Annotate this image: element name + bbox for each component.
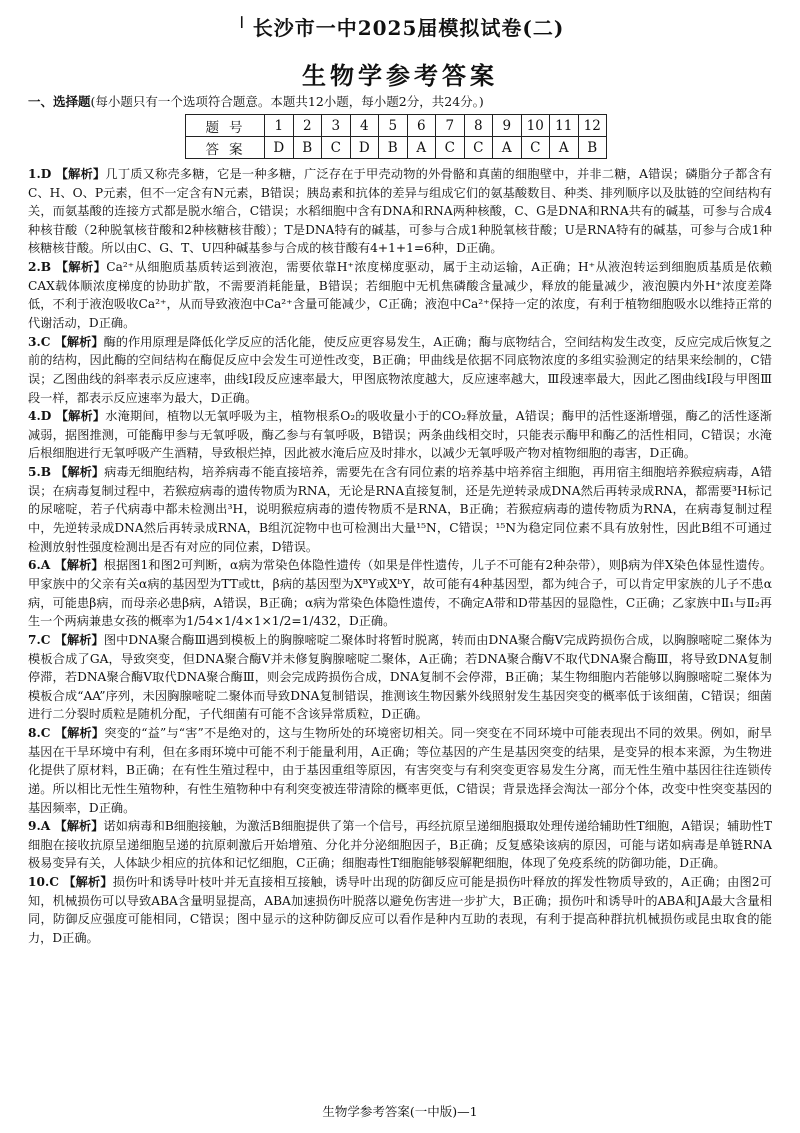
answer-table-answer-row (186, 137, 607, 159)
explanation-item (28, 407, 772, 463)
question-number-cell: 1 (265, 115, 294, 137)
explanation-text: 突变的“益”与“害”不是绝对的，这与生物所处的环境密切相关。同一突变在不同环境中可能表现出不同的效果。例如，耐旱基因在干旱环境中有利，但在多雨环境中可能不利于能量利用，A正确；等位基因的产生是基因突变的结果，是变异的根本来源，为生物进化提供了原材料，B正确；在有性生殖过程中，由于基因重组等原因，有害突变与有利突变更容易发生分离，而无性生殖中基因往往连锁传递。所以相比无性生殖物种，有性生殖物种中有利突变被连带清除的概率更低，C错误；背景选择会淘汰一部分个体，改变中性突变基因的基因频率，D正确。 (28, 726, 773, 815)
question-number-cell: 4 (350, 115, 379, 137)
answer-cell: C (464, 137, 493, 159)
question-number-cell: 8 (464, 115, 493, 137)
answer-cell: B (293, 137, 322, 159)
explanation-text: 图中DNA聚合酶Ⅲ遇到模板上的胸腺嘧啶二聚体时将暂时脱离，转而由DNA聚合酶Ⅴ完成跨损伤合成，以胸腺嘧啶二聚体为模板合成了GA，导致突变，但DNA聚合酶Ⅴ并未修复胸腺嘧啶二聚体，A正确；若DNA聚合酶Ⅴ不取代DNA聚合酶Ⅲ，将导致DNA复制停滞，若DNA聚合酶Ⅴ取代DNA聚合酶Ⅲ，则会完成跨损伤合成，DNA复制不会停滞，B正确；某生物细胞内若能够以胸腺嘧啶二聚体为模板合成“AA”序列，未因胸腺嘧啶二聚体而导致DNA复制错误，推测该生物因紫外线照射发生基因突变的概率低于该细菌，C错误；细菌进行二分裂时质粒是随机分配，子代细菌有可能不含该异常质粒，D正确。 (28, 632, 772, 722)
answer-cell: D (350, 137, 379, 159)
section-note: (每小题只有一个选项符合题意。本题共12小题，每小题2分，共24分。) (90, 94, 484, 109)
explanation-text: 几丁质又称壳多糖，它是一种多糖，广泛存在于甲壳动物的外骨骼和真菌的细胞壁中，并非二糖，A错误；磷脂分子都含有C、H、O、P元素，但不一定含有N元素，B错误；胰岛素和抗体的差异与组成它们的氨基酸数目、种类、排列顺序以及肽链的空间结构有关，而氨基酸的连接方式都是脱水缩合，C错误；水稻细胞中含有DNA和RNA两种核酸，C、G是DNA和RNA共有的碱基，可参与合成4种核苷酸（2种脱氧核苷酸和2种核糖核苷酸）；T是DNA特有的碱基，可参与合成1种脱氧核苷酸；U是RNA特有的碱基，可参与合成1种核糖核苷酸。所以由C、G、T、U四种碱基参与合成的核苷酸有4+1+1=6种，D正确。 (28, 167, 772, 256)
exam-header (0, 12, 800, 41)
answer-cell: C (322, 137, 351, 159)
section-heading (28, 92, 772, 110)
answer-table-number-row (186, 115, 607, 137)
answer-table (185, 114, 607, 159)
answer-cell: D (265, 137, 294, 159)
answer-row-label: 答案 (186, 137, 265, 159)
explanation-item (28, 817, 772, 873)
page-footer: 生物学参考答案(一中版)—1 (322, 1104, 478, 1119)
explanation-heading: 1.D 【解析】 (28, 167, 106, 181)
answer-cell: B (379, 137, 408, 159)
answer-cell: C (436, 137, 465, 159)
question-number-cell: 11 (550, 115, 579, 137)
question-number-cell: 3 (322, 115, 351, 137)
explanation-heading: 8.C 【解析】 (28, 726, 105, 741)
explanation-heading: 6.A 【解析】 (28, 558, 104, 573)
explanation-item (28, 165, 772, 258)
question-number-cell: 12 (578, 115, 607, 137)
explanation-item (28, 556, 772, 630)
answer-cell: C (521, 137, 550, 159)
explanation-heading: 5.B 【解析】 (28, 465, 105, 480)
explanation-heading: 2.B 【解析】 (28, 260, 107, 275)
question-number-cell: 9 (493, 115, 522, 137)
explanation-text: 诺如病毒和B细胞接触，为激活B细胞提供了第一个信号，再经抗原呈递细胞摄取处理传递给辅助性T细胞，A错误；辅助性T细胞在接收抗原呈递细胞呈递的抗原刺激后开始增殖、分化并分泌细胞因子，B正确；反复感染该病的原因，可能与诺如病毒是单链RNA极易变异有关，人体缺少相应的抗体和记忆细胞，C正确；细胞毒性T细胞能够裂解靶细胞，体现了免疫系统的防御功能，D正确。 (28, 819, 772, 871)
explanation-heading: 3.C 【解析】 (28, 334, 104, 349)
question-number-cell: 10 (521, 115, 550, 137)
explanation-text: 酶的作用原理是降低化学反应的活化能，使反应更容易发生，A正确；酶与底物结合，空间结构发生改变，反应完成后恢复之前的结构，因此酶的空间结构在酶促反应中会发生可逆性改变，B正确；甲曲线是依据不同底物浓度的多组实验测定的结果来绘制的，C错误；乙图曲线的斜率表示反应速率，曲线Ⅰ段反应速率最大，甲图底物浓度越大，反应速率越大，Ⅲ段速率最大，因此乙图曲线Ⅰ段与甲图Ⅲ段一样，都表示反应速率为最大，D正确。 (28, 334, 772, 405)
header-mark: ╵ (235, 16, 249, 40)
exam-title: 长沙市一中2025届模拟试卷(二) (252, 16, 565, 40)
explanation-text: 根据图1和图2可判断，α病为常染色体隐性遗传（如果是伴性遗传，儿子不可能有2种杂带），则β病为伴X染色体显性遗传。甲家族中的父亲有关α病的基因型为TT或tt，β病的基因型为XᴮY或XᵇY，故可能有4种基因型，都为纯合子，可以肯定甲家族的儿子不患α病，可能患β病，而母亲必患β病，A错误，B正确；α病为常染色体隐性遗传，不确定A带和D带基因的显隐性，C正确；乙家族中Ⅱ₁与Ⅱ₂再生一个两病兼患女孩的概率为1/54×1/4×1×1/2=1/432，D正确。 (28, 558, 772, 629)
answer-cell: A (493, 137, 522, 159)
number-row-label: 题号 (186, 115, 265, 137)
explanation-item (28, 873, 772, 947)
explanation-heading: 4.D 【解析】 (28, 409, 106, 424)
explanation-item (28, 631, 772, 724)
question-number-cell: 5 (379, 115, 408, 137)
answer-cell: A (550, 137, 579, 159)
explanation-item (28, 463, 772, 556)
answer-cell: B (578, 137, 607, 159)
explanation-text: 损伤叶和诱导叶枝叶并无直接相互接触，诱导叶出现的防御反应可能是损伤叶释放的挥发性物质导致的，A正确；由图2可知，机械损伤可以导致ABA含量明显提高，ABA加速损伤叶脱落以避免伤害进一步扩大，B正确；损伤叶和诱导叶的ABA和JA最大含量相同，防御反应强度可能相同，C错误；图中显示的这种防御反应可以看作是种内互助的表现，有利于提高种群抗机械损伤或昆虫取食的能力，D正确。 (28, 875, 772, 946)
question-number-cell: 7 (436, 115, 465, 137)
explanation-text: 病毒无细胞结构，培养病毒不能直接培养，需要先在含有同位素的培养基中培养宿主细胞，再用宿主细胞培养猴痘病毒，A错误；在病毒复制过程中，若猴痘病毒的遗传物质为RNA，无论是RNA直接复制，还是先逆转录成DNA然后再转录成RNA，都需要³H标记的尿嘧啶，若子代病毒中都未检测出³H，说明猴痘病毒的遗传物质不是RNA，B正确；若猴痘病毒的遗传物质为RNA，在病毒复制过程中，先逆转录成DNA然后再转录成RNA，B组沉淀物中也可检测出大量¹⁵N，C错误；¹⁵N为稳定同位素不具有放射性，因此B组不可通过检测放射性强度检测出是否有对应的同位素，D错误。 (28, 465, 772, 554)
question-number-cell: 6 (407, 115, 436, 137)
question-number-cell: 2 (293, 115, 322, 137)
explanation-item (28, 724, 772, 817)
explanation-heading: 9.A 【解析】 (28, 819, 104, 834)
explanations-list (28, 165, 772, 948)
section-label: 一、选择题 (28, 94, 91, 109)
answer-cell: A (407, 137, 436, 159)
document-title: 生物学参考答案 (302, 61, 498, 90)
explanation-item (28, 258, 772, 332)
explanation-heading: 7.C 【解析】 (28, 632, 104, 647)
explanation-item (28, 333, 772, 407)
explanation-text: 水淹期间，植物以无氧呼吸为主，植物根系O₂的吸收量小于的CO₂释放量，A错误；酶甲的活性逐渐增强，酶乙的活性逐渐减弱，据图推测，可能酶甲参与无氧呼吸，酶乙参与有氧呼吸，B错误；两条曲线相交时，只能表示酶甲和酶乙的活性相同，C错误；水淹后根细胞进行无氧呼吸产生酒精，导致根烂掉，因此被水淹后应及时排水，以减少无氧呼吸产物对植物细胞的毒害，D正确。 (28, 409, 772, 461)
explanation-heading: 10.C 【解析】 (28, 875, 113, 890)
explanation-text: Ca²⁺从细胞质基质转运到液泡，需要依靠H⁺浓度梯度驱动，属于主动运输，A正确；H⁺从液泡转运到细胞质基质是依赖CAX载体顺浓度梯度的协助扩散，不需要消耗能量，B错误；若细胞中无机焦磷酸含量减少，释放的能量减少，液泡膜内外H⁺浓度差降低，不利于液泡吸收Ca²⁺，从而导致液泡中Ca²⁺含量可能减少，C正确；液泡中Ca²⁺保持一定的浓度，有利于植物细胞吸水以维持正常的代谢活动，D正确。 (28, 260, 772, 330)
